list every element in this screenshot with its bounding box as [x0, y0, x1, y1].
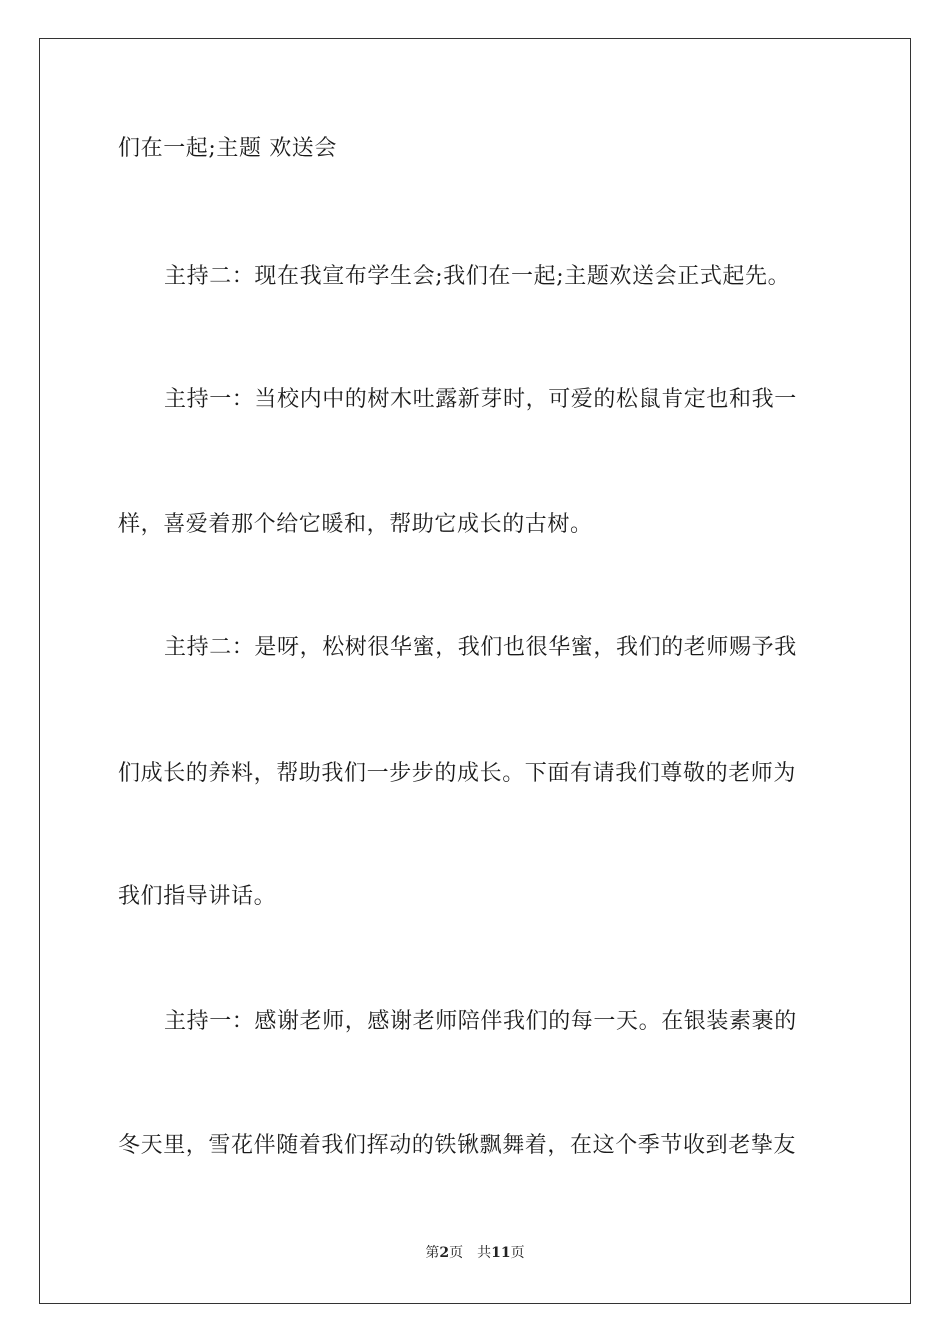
text-line-1: 们在一起;主题 欢送会: [118, 136, 338, 161]
text-line-5: 主持二：是呀，松树很华蜜，我们也很华蜜，我们的老师赐予我: [164, 635, 797, 660]
text-line-7: 我们指导讲话。: [118, 884, 277, 909]
footer-total-pages: 11: [491, 1245, 511, 1261]
text-line-6: 们成长的养料，帮助我们一步步的成长。下面有请我们尊敬的老师为: [118, 761, 797, 786]
footer-page-suffix: 页: [449, 1245, 464, 1261]
footer-total-prefix: 共: [477, 1245, 492, 1261]
text-line-3: 主持一：当校内中的树木吐露新芽时，可爱的松鼠肯定也和我一: [164, 387, 797, 412]
text-line-2: 主持二：现在我宣布学生会;我们在一起;主题欢送会正式起先。: [164, 264, 791, 289]
text-line-8: 主持一：感谢老师，感谢老师陪伴我们的每一天。在银装素裹的: [164, 1009, 797, 1034]
page-footer: [0, 1243, 950, 1263]
text-line-4: 样，喜爱着那个给它暖和，帮助它成长的古树。: [118, 512, 593, 537]
footer-total-suffix: 页: [510, 1245, 525, 1261]
footer-page-number: 2: [439, 1245, 450, 1261]
page-border: [39, 38, 911, 1304]
footer-page-prefix: 第: [425, 1245, 440, 1261]
text-line-9: 冬天里，雪花伴随着我们挥动的铁锹飘舞着，在这个季节收到老挚友: [118, 1133, 797, 1158]
